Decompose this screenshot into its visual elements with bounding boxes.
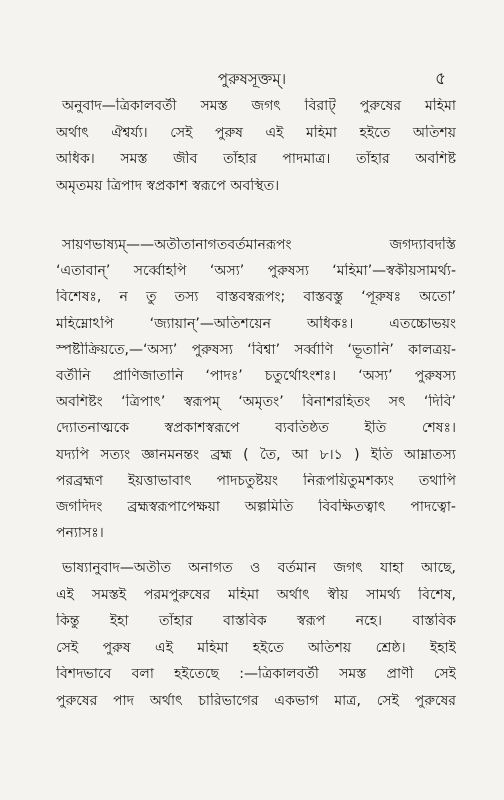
text-line: ‘এতাবান্’ সর্ব্বোহপি ‘অস্য’ পুরুষস্য ‘মহিমা’—স্বকীয়সামর্থ্য-	[56, 263, 456, 280]
text-line: অমৃতময় ত্রিপাদ স্বপ্রকাশ স্বরূপে অবস্থিত।	[56, 177, 280, 194]
text-line: অর্থাৎ ঐশ্বর্য্য। সেই পুরুষ এই মহিমা হইতে অতিশয়	[56, 124, 456, 141]
text-line: অধিক। সমস্ত জীব তাঁহার পাদমাত্র। তাঁহার অবশিষ্ট	[56, 151, 456, 168]
page-header	[0, 66, 504, 92]
text-line: কিন্তু ইহা তাঁহার বাস্তবিক স্বরূপ নহে। বাস্তবিক	[56, 613, 456, 630]
text-line: অনুবাদ—ত্রিকালবর্তী সমস্ত জগৎ বিরাট্ পুরুষের মহিমা	[62, 98, 456, 114]
text-line: পুরুষের পাদ অর্থাৎ চারিভাগের একভাগ মাত্র, সেই পুরুষের	[56, 692, 456, 709]
text-line: অবশিষ্টং ‘ত্রিপাৎ’ স্বরূপম্ ‘অমৃতং’ বিনাশরহিতং সৎ ‘দিবি’	[56, 394, 456, 411]
text-line: পন্যাসঃ।	[56, 525, 104, 542]
text-line: বর্তীনি প্রাণিজাতানি ‘পাদঃ’ চতুর্থোঽংশঃ। ‘অস্য’ পুরুষস্য	[56, 367, 456, 384]
text-line: সায়ণভাষ্যম্——অতীতানাগতবর্তমানরূপং জগদ্যাবদস্তি	[62, 237, 456, 253]
text-line: যদ্যপি সত্যং জ্ঞানমনন্তং ব্রহ্ম ( তৈ, আ ৮।১ ) ইতি আম্নাতস্য	[56, 446, 456, 463]
text-line: পরব্রহ্মণ ইয়ত্তাভাবাৎ পাদচতুষ্টয়ং নিরূপয়িতুমশক্যং তথাপি	[56, 472, 456, 489]
text-line: সেই পুরুষ এই মহিমা হইতে অতিশয় শ্রেষ্ঠ। ইহাই	[56, 639, 456, 656]
text-line: দ্যোতনাত্মকে স্বপ্রকাশস্বরূপে ব্যবতিষ্ঠত ইতি শেষঃ।	[56, 420, 456, 437]
sayana-bhashya-paragraph	[56, 237, 456, 551]
text-line: স্পষ্টীক্রিয়তে,—‘অস্য’ পুরুষস্য ‘বিশ্বা’ সর্ব্বাণি ‘ভূতানি’ কালত্রয়-	[56, 341, 456, 358]
translation-paragraph	[56, 98, 456, 204]
text-line: এই সমস্তই পরমপুরুষের মহিমা অর্থাৎ স্বীয় সামর্থ্য বিশেষ,	[56, 586, 456, 603]
running-title: পুরুষসূক্তম্।	[217, 70, 287, 88]
text-line: বিশেষঃ, ন তু তস্য বাস্তবস্বরূপং; বাস্তবস্তু ‘পূরুষঃ অতো’	[56, 289, 456, 306]
bhashya-translation-paragraph	[56, 560, 456, 720]
text-line: বিশদভাবে বলা হইতেছে :—ত্রিকালবর্তী সমস্ত প্রাণী সেই	[56, 666, 456, 683]
page-number: ৫	[434, 69, 446, 89]
text-line: ভাষ্যানুবাদ—অতীত অনাগত ও বর্তমান জগৎ যাহা আছে,	[62, 560, 456, 576]
text-line: মহিম্নোঽপি ‘জ্যায়ান্’—অতিশয়েন অধিকঃ। এতচ্চোভয়ং	[56, 315, 456, 332]
text-line: জগদিদং ব্রহ্মস্বরূপাপেক্ষয়া অল্পমিতি বিবক্ষিতত্বাৎ পাদত্বো-	[56, 498, 456, 515]
